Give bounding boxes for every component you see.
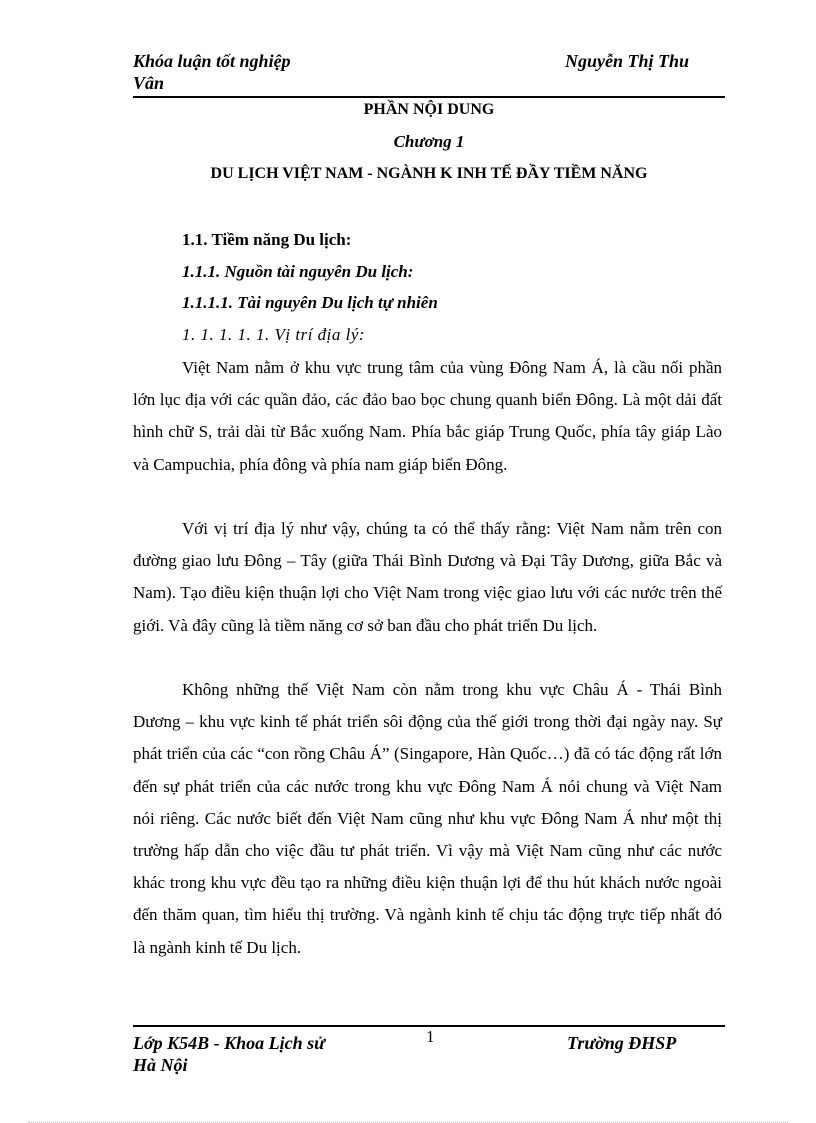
footer-left: Lớp K54B - Khoa Lịch sử [133, 1033, 325, 1053]
page-number: 1 [426, 1027, 435, 1046]
footer-left-wrap: Hà Nội [133, 1055, 188, 1075]
heading-1-1-1: 1.1.1. Nguồn tài nguyên Du lịch: [182, 262, 414, 281]
paragraph-exchange: Với vị trí địa lý như vậy, chúng ta có thể thấy rằng: Việt Nam nằm trên con đường giao lưu Đông – Tây (giữa Thái Bình Dương và Đại Tây Dương, giữa Bắc và Nam). Tạo điều kiện thuận lợi cho Việt Nam trong việc giao lưu với các nước trên thế giới. Và đây cũng là tiềm năng cơ sở ban đầu cho phát triển Du lịch. [133, 519, 722, 635]
part-title: PHẦN NỘI DUNG [363, 101, 495, 118]
header-rule [133, 96, 725, 98]
chapter-number: Chương 1 [393, 132, 465, 151]
header-left-wrap: Vân [133, 73, 165, 93]
header-right: Nguyễn Thị Thu [565, 51, 690, 71]
paragraph-location: Việt Nam nằm ở khu vực trung tâm của vùng Đông Nam Á, là cầu nối phần lớn lục địa với các quần đảo, các đảo bao bọc chung quanh biển Đông. Là một dải đất hình chữ S, trải dài từ Bắc xuống Nam. Phía bắc giáp Trung Quốc, phía tây giáp Lào và Campuchia, phía đông và phía nam giáp biển Đông. [133, 358, 722, 474]
footer-right: Trường ĐHSP [567, 1033, 677, 1053]
chapter-title: DU LỊCH VIỆT NAM - NGÀNH K INH TẾ ĐẦY TIỀM NĂNG [210, 165, 648, 182]
heading-1-1-1-1-1: 1. 1. 1. 1. 1. Vị trí địa lý: [182, 325, 366, 344]
header-left: Khóa luận tốt nghiệp [133, 51, 291, 71]
paragraph-asia-pacific: Không những thế Việt Nam còn nằm trong khu vực Châu Á - Thái Bình Dương – khu vực kinh tế phát triển sôi động của thế giới trong thời đại ngày nay. Sự phát triển của các “con rồng Châu Á” (Singapore, Hàn Quốc…) đã có tác động rất lớn đến sự phát triển của các nước trong khu vực Đông Nam Á nói chung và Việt Nam nói riêng. Các nước biết đến Việt Nam cũng như khu vực Đông Nam Á như một thị trường hấp dẫn cho việc đầu tư phát triển. Vì vậy mà Việt Nam cũng như các nước khác trong khu vực đều tạo ra những điều kiện thuận lợi để thu hút khách nước ngoài đến thăm quan, tìm hiểu thị trường. Và ngành kinh tế chịu tác động trực tiếp nhất đó là ngành kinh tế Du lịch. [133, 680, 722, 957]
heading-1-1-1-1: 1.1.1.1. Tài nguyên Du lịch tự nhiên [182, 293, 438, 312]
heading-1-1: 1.1. Tiềm năng Du lịch: [182, 230, 352, 249]
